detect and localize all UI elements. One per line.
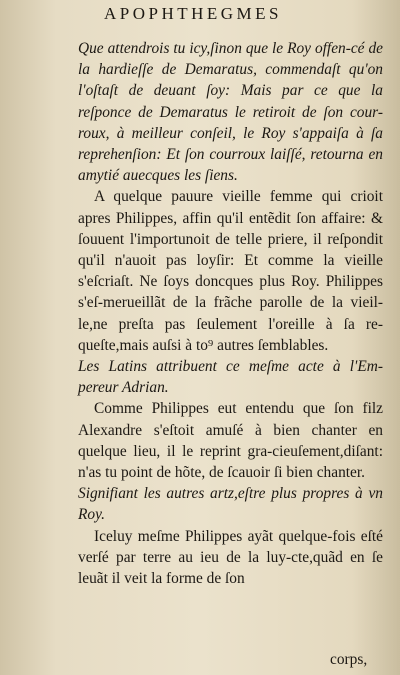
paragraph-italic-3: Signifiant les autres artz,eſtre plus propres à vn Roy.: [78, 485, 383, 524]
paragraph-3: Iceluy meſme Philippes ayãt quelque-fois eſté verſé par terre au ieu de la luy-cte,quãd en ſe leuãt il veit la forme de ſon: [78, 527, 383, 588]
paragraph-italic-1: Que attendrois tu icy,ſinon que le Roy offen-cé de la hardieſſe de Demaratus, commendaſt qu'on l'oſtaſt de deuant ſoy: Mais par ce que la reſponce de Demaratus le retiroit de ſon cour-roux, à meilleur conſeil, le Roy s'appaiſa à ſa reprehenſion: Et ſon courroux laiſſé, retourna en amytié auecques les ſiens.: [78, 40, 383, 185]
paragraph-1: A quelque pauure vieille femme qui crioit apres Philippes, affin qu'il entẽdit ſon affaire: & ſouuent l'importunoit de telle priere, il reſpondit qu'il n'auoit pas loyſir: Et comme la vieille s'eſcriaſt. Ne ſoys doncques plus Roy. Philippes s'eſ-merueillãt de la frãche parolle de la vieil-le,ne preſta pas ſeulement l'oreille à ſa re-queſte,mais auſsi à to⁹ autres ſemblables.: [78, 188, 383, 354]
paragraph-2: Comme Philippes eut entendu que ſon filz Alexandre s'eſtoit amuſé à bien chanter en quelque lieu, il le reprint gra-cieuſement,diſant: n'as tu point de hõte, de ſcauoir ſi bien chanter.: [78, 400, 383, 482]
paragraph-italic-2: Les Latins attribuent ce meſme acte à l'Em-pereur Adrian.: [78, 358, 383, 397]
catchword: corps,: [330, 651, 368, 668]
running-header: APOPHTHEGMES: [104, 4, 283, 23]
text-block: [78, 38, 383, 589]
